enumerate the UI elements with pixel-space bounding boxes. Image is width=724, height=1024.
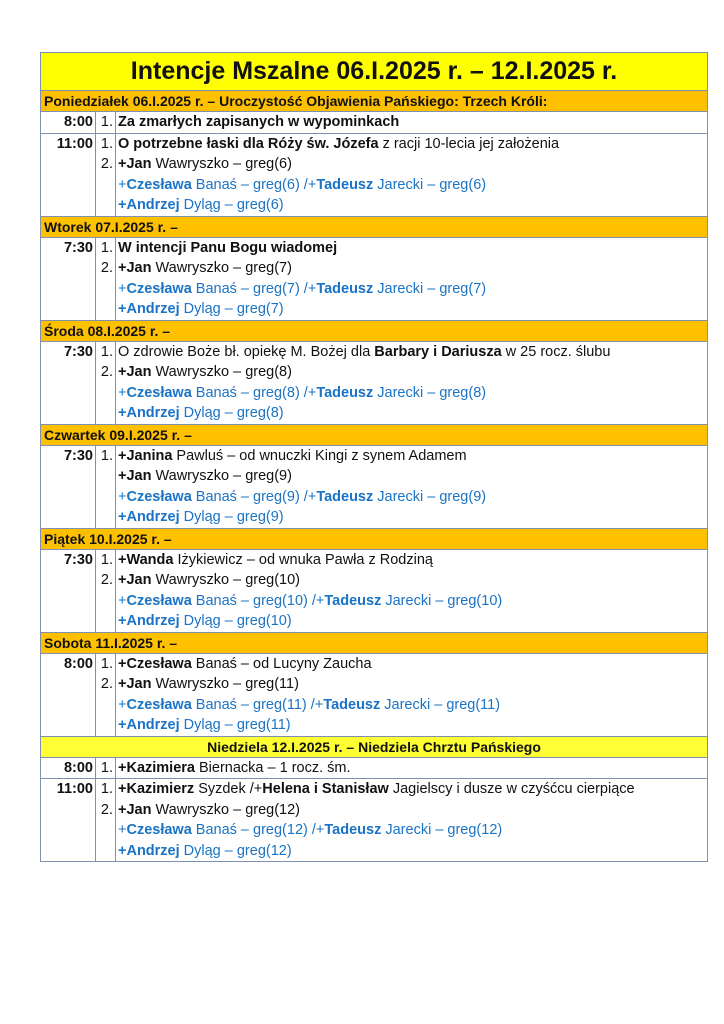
intention-text: Jarecki – greg(6) xyxy=(373,176,487,193)
intention-text: Banaś – greg(7) /+ xyxy=(191,280,317,297)
intention-name: +Czesława xyxy=(118,655,192,672)
intention-numbers xyxy=(96,134,116,216)
intention-line xyxy=(118,715,707,736)
mass-time: 7:30 xyxy=(41,550,96,632)
intention-name: Czesława xyxy=(126,592,192,609)
intention-name: Czesława xyxy=(126,822,192,838)
day-header: Piątek 10.I.2025 r. – xyxy=(41,529,707,550)
intention-text: w 25 rocz. ślubu xyxy=(501,343,611,360)
intention-line xyxy=(118,175,707,196)
intention-text: + xyxy=(118,176,127,193)
mass-time: 11:00 xyxy=(41,134,96,216)
intention-number: 1. xyxy=(100,239,113,256)
intention-name: Za zmarłych zapisanych w wypominkach xyxy=(118,114,400,130)
intention-number xyxy=(96,695,113,716)
intention-numbers xyxy=(96,550,116,632)
intention-number: 1. xyxy=(100,551,113,568)
intention-line xyxy=(118,779,707,800)
intention-number: 2. xyxy=(100,364,113,380)
intention-lines xyxy=(116,654,707,736)
intention-number: 1. xyxy=(100,781,113,797)
mass-time: 7:30 xyxy=(41,342,96,424)
mass-row xyxy=(41,238,707,321)
intention-text: Banaś – greg(12) /+ xyxy=(191,822,325,838)
intention-text: Dyląg – greg(8) xyxy=(179,405,284,421)
intention-text: Dyląg – greg(6) xyxy=(179,197,284,213)
intention-number xyxy=(96,383,113,404)
intention-name: +Andrzej xyxy=(118,197,180,213)
intention-name: Czesława xyxy=(126,176,192,193)
intention-number: 2. xyxy=(100,572,113,588)
intention-name: +Wanda xyxy=(118,551,174,568)
intention-lines xyxy=(116,550,707,632)
intention-numbers xyxy=(96,446,116,528)
intention-line xyxy=(118,466,707,487)
intention-text: Wawryszko – greg(11) xyxy=(151,676,299,692)
intention-line xyxy=(118,611,707,632)
intentions-table xyxy=(40,52,708,862)
intention-number: 1. xyxy=(100,655,113,672)
intention-line xyxy=(118,383,707,404)
intention-lines xyxy=(116,134,707,216)
intention-name: +Jan xyxy=(118,260,152,276)
intention-name: Tadeusz xyxy=(316,488,374,505)
day-header: Poniedziałek 06.I.2025 r. – Uroczystość Objawienia Pańskiego: Trzech Króli: xyxy=(41,91,707,112)
day-header: Wtorek 07.I.2025 r. – xyxy=(41,217,707,238)
intention-name: Tadeusz xyxy=(324,592,382,609)
intention-numbers xyxy=(96,238,116,320)
intention-name: Czesława xyxy=(126,280,192,297)
intention-number xyxy=(96,466,113,487)
intention-number: 2. xyxy=(100,260,113,276)
intention-numbers xyxy=(96,779,116,861)
intention-line xyxy=(118,195,707,216)
intention-name: +Kazimierz xyxy=(118,781,195,797)
intention-text: Syzdek /+ xyxy=(194,781,263,797)
intention-text: Dyląg – greg(12) xyxy=(179,842,292,859)
page-title: Intencje Mszalne 06.I.2025 r. – 12.I.2025 r. xyxy=(41,53,707,91)
intention-number xyxy=(96,279,113,300)
intention-name: +Kazimiera xyxy=(118,759,195,776)
intention-line xyxy=(118,820,707,841)
intention-text: + xyxy=(118,280,127,297)
intention-line xyxy=(118,299,707,320)
intention-line xyxy=(118,238,707,259)
intention-text: + xyxy=(118,592,127,609)
intention-text: O zdrowie Boże bł. opiekę M. Bożej dla xyxy=(118,343,375,360)
intention-text: Dyląg – greg(11) xyxy=(179,717,291,733)
intention-text: Pawluś – od wnuczki Kingi z synem Adamem xyxy=(172,447,467,464)
intention-number: 2. xyxy=(100,156,113,172)
mass-time: 8:00 xyxy=(41,112,96,133)
mass-row xyxy=(41,654,707,737)
intention-text: Dyląg – greg(7) xyxy=(179,301,284,317)
intention-text: Banaś – greg(9) /+ xyxy=(191,488,317,505)
intention-name: W intencji Panu Bogu wiadomej xyxy=(118,239,338,256)
intention-text: Wawryszko – greg(8) xyxy=(151,364,292,380)
intention-number: 2. xyxy=(100,676,113,692)
mass-time: 7:30 xyxy=(41,238,96,320)
intention-name: Tadeusz xyxy=(323,696,381,713)
intention-text: Wawryszko – greg(9) xyxy=(151,468,292,484)
intention-text: Jarecki – greg(12) xyxy=(381,822,503,838)
mass-row xyxy=(41,134,707,217)
intention-line xyxy=(118,342,707,363)
intention-line xyxy=(118,154,707,175)
intention-text: Biernacka – 1 rocz. śm. xyxy=(194,759,351,776)
day-header: Niedziela 12.I.2025 r. – Niedziela Chrztu Pańskiego xyxy=(41,737,707,758)
intention-lines xyxy=(116,112,707,133)
intention-number xyxy=(96,299,113,320)
intention-name: +Andrzej xyxy=(118,613,180,629)
intention-text: Banaś – od Lucyny Zaucha xyxy=(191,655,372,672)
intention-number xyxy=(96,195,113,216)
intention-name: Barbary i Dariusza xyxy=(374,343,502,360)
intention-line xyxy=(118,758,707,779)
intention-number xyxy=(96,175,113,196)
intention-name: Tadeusz xyxy=(324,822,382,838)
intention-text: + xyxy=(118,384,127,401)
intention-text: Jarecki – greg(10) xyxy=(381,592,503,609)
mass-time: 8:00 xyxy=(41,654,96,736)
intention-number xyxy=(96,487,113,508)
intention-text: Wawryszko – greg(6) xyxy=(151,156,292,172)
mass-time: 11:00 xyxy=(41,779,96,861)
days-container xyxy=(41,91,707,862)
intention-line xyxy=(118,550,707,571)
intention-text: + xyxy=(118,696,127,713)
mass-row xyxy=(41,758,707,780)
intention-text: Wawryszko – greg(10) xyxy=(151,572,301,588)
intention-name: +Jan xyxy=(118,801,152,818)
mass-row xyxy=(41,446,707,529)
intention-text: Dyląg – greg(9) xyxy=(179,509,284,525)
intention-name: +Jan xyxy=(118,468,152,484)
mass-row xyxy=(41,342,707,425)
intention-lines xyxy=(116,342,707,424)
intention-name: +Andrzej xyxy=(118,405,180,421)
intention-text: Banaś – greg(11) /+ xyxy=(191,696,324,713)
intention-name: +Andrzej xyxy=(118,509,180,525)
intention-name: +Andrzej xyxy=(118,717,180,733)
intention-number: 1. xyxy=(100,114,113,130)
intention-number: 1. xyxy=(100,135,113,152)
intention-name: +Jan xyxy=(118,156,152,172)
intention-line xyxy=(118,446,707,467)
mass-time: 8:00 xyxy=(41,758,96,779)
intention-text: Jarecki – greg(11) xyxy=(380,696,501,713)
intention-name: O potrzebne łaski dla Róży św. Józefa xyxy=(118,135,379,152)
intention-text: Banaś – greg(10) /+ xyxy=(191,592,325,609)
intention-line xyxy=(118,800,707,821)
intention-line xyxy=(118,591,707,612)
intention-name: +Janina xyxy=(118,447,173,464)
intention-number xyxy=(96,611,113,632)
intention-line xyxy=(118,279,707,300)
intention-text: Jarecki – greg(9) xyxy=(373,488,487,505)
intention-number: 2. xyxy=(100,801,113,818)
intention-text: Wawryszko – greg(12) xyxy=(151,801,301,818)
intention-name: Tadeusz xyxy=(316,176,374,193)
intention-name: Helena i Stanisław xyxy=(262,781,389,797)
intention-line xyxy=(118,570,707,591)
mass-row xyxy=(41,779,707,862)
intention-number xyxy=(96,841,113,862)
intention-text: z racji 10-lecia jej założenia xyxy=(378,135,560,152)
intention-numbers xyxy=(96,654,116,736)
intention-lines xyxy=(116,238,707,320)
intention-name: Tadeusz xyxy=(316,384,374,401)
mass-row xyxy=(41,112,707,134)
intention-number xyxy=(96,715,113,736)
intention-number: 1. xyxy=(100,343,113,360)
intention-name: Tadeusz xyxy=(316,280,374,297)
day-header: Czwartek 09.I.2025 r. – xyxy=(41,425,707,446)
intention-number: 1. xyxy=(100,447,113,464)
intention-lines xyxy=(116,758,707,779)
intention-text: Jagielscy i dusze w czyśćcu cierpiące xyxy=(388,781,635,797)
mass-row xyxy=(41,550,707,633)
intention-name: Czesława xyxy=(126,488,192,505)
intention-lines xyxy=(116,446,707,528)
intention-number xyxy=(96,820,113,841)
intention-name: +Jan xyxy=(118,676,152,692)
intention-name: Czesława xyxy=(126,384,192,401)
intention-line xyxy=(118,362,707,383)
intention-line xyxy=(118,487,707,508)
intention-line xyxy=(118,112,707,133)
intention-text: + xyxy=(118,488,127,505)
intention-text: + xyxy=(118,822,127,838)
day-header: Środa 08.I.2025 r. – xyxy=(41,321,707,342)
intention-name: +Jan xyxy=(118,364,152,380)
intention-name: +Andrzej xyxy=(118,842,180,859)
intention-text: Wawryszko – greg(7) xyxy=(151,260,292,276)
intention-line xyxy=(118,695,707,716)
intention-name: Czesława xyxy=(126,696,192,713)
intention-line xyxy=(118,134,707,155)
day-header: Sobota 11.I.2025 r. – xyxy=(41,633,707,654)
intention-numbers xyxy=(96,342,116,424)
intention-line xyxy=(118,841,707,862)
intention-number: 1. xyxy=(100,759,113,776)
intention-numbers xyxy=(96,758,116,779)
intention-line xyxy=(118,403,707,424)
intention-text: Jarecki – greg(7) xyxy=(373,280,487,297)
intention-number xyxy=(96,403,113,424)
intention-line xyxy=(118,674,707,695)
intention-text: Dyląg – greg(10) xyxy=(179,613,292,629)
intention-numbers xyxy=(96,112,116,133)
intention-number xyxy=(96,507,113,528)
intention-text: Iżykiewicz – od wnuka Pawła z Rodziną xyxy=(173,551,433,568)
intention-line xyxy=(118,654,707,675)
mass-time: 7:30 xyxy=(41,446,96,528)
intention-line xyxy=(118,507,707,528)
intention-text: Banaś – greg(8) /+ xyxy=(191,384,317,401)
intention-name: +Andrzej xyxy=(118,301,180,317)
intention-number xyxy=(96,591,113,612)
intention-text: Jarecki – greg(8) xyxy=(373,384,487,401)
intention-text: Banaś – greg(6) /+ xyxy=(191,176,317,193)
intention-lines xyxy=(116,779,707,861)
intention-name: +Jan xyxy=(118,572,152,588)
intention-line xyxy=(118,258,707,279)
